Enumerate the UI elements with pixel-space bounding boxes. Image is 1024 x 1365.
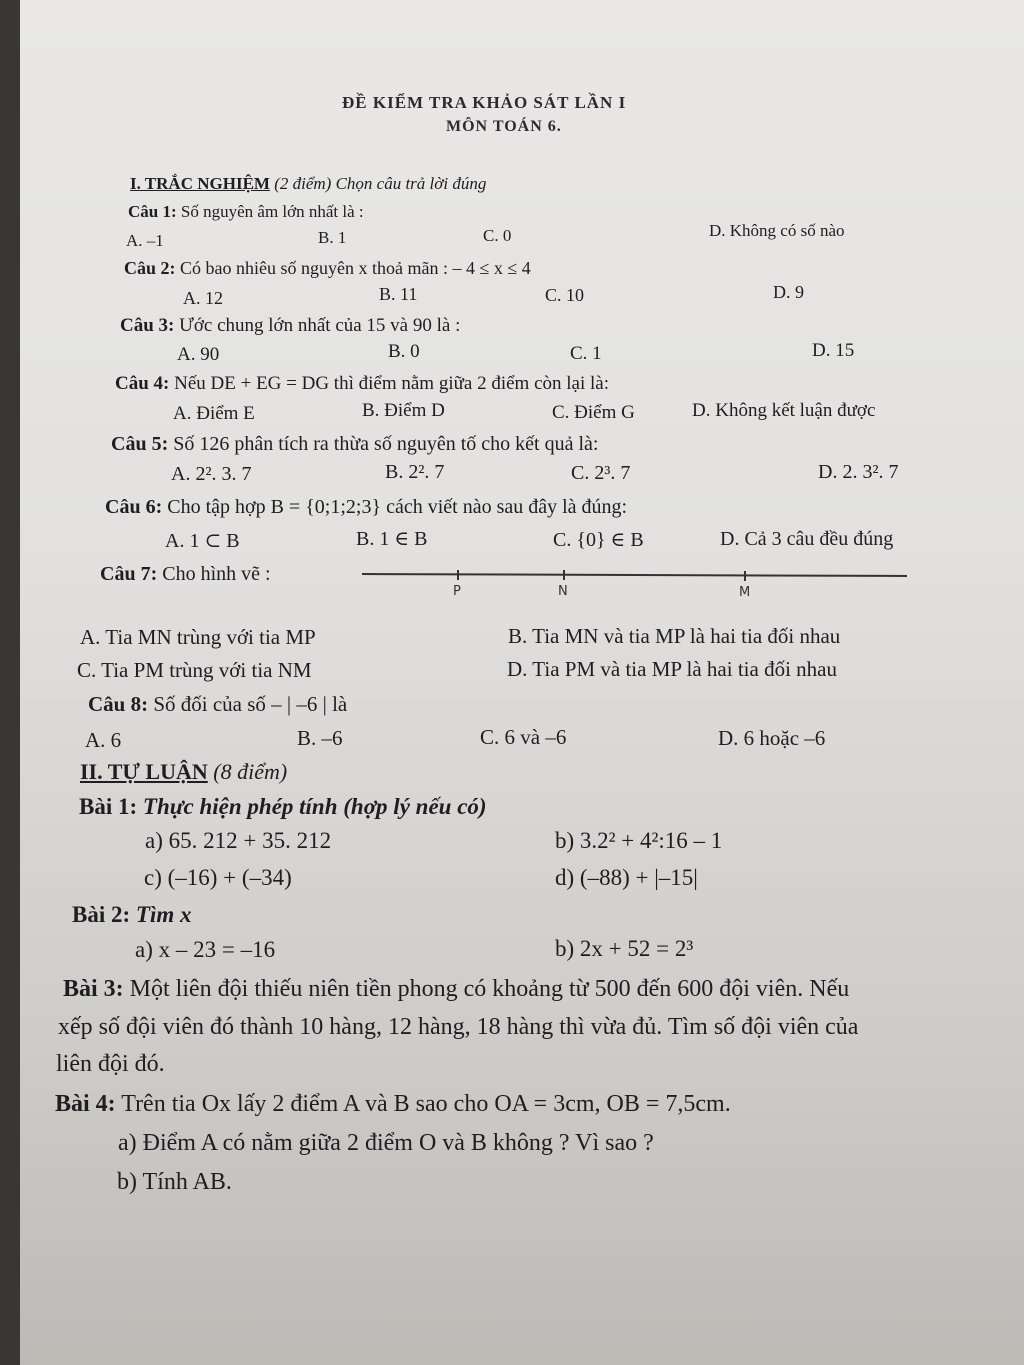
option-c: C. 0: [483, 226, 512, 245]
bai-4: [55, 1092, 731, 1116]
option-c: C. 2³. 7: [571, 462, 631, 484]
point-n-tick: [563, 570, 565, 580]
part2-heading-line: [80, 761, 287, 783]
option-a: A. Tia MN trùng với tia MP: [80, 625, 316, 649]
question-text: Số 126 phân tích ra thừa số nguyên tố cho kết quả là:: [173, 433, 599, 455]
question-8: [88, 694, 347, 715]
question-4: [115, 374, 609, 393]
exam-title: ĐỀ KIỂM TRA KHẢO SÁT LẦN I: [342, 93, 627, 112]
question-label: Câu 3:: [120, 315, 175, 336]
option-b: B. 11: [379, 284, 418, 304]
question-label: Câu 8:: [88, 692, 149, 716]
bai-2: [72, 903, 191, 926]
option-c: C. Tia PM trùng với tia NM: [77, 658, 312, 682]
option-a: A. 2². 3. 7: [171, 463, 252, 485]
part1-heading-line: [130, 175, 486, 192]
point-n-label: N: [558, 584, 568, 599]
option-a: A. Điểm E: [173, 403, 255, 424]
bai-3: [63, 977, 849, 1001]
bai-text: Trên tia Ox lấy 2 điểm A và B sao cho OA = 3cm, OB = 7,5cm.: [121, 1091, 731, 1117]
bai-1: [79, 795, 487, 818]
option-d: D. 9: [773, 282, 804, 302]
bai-text: Thực hiện phép tính (hợp lý nếu có): [142, 794, 487, 819]
option-d: D. Không có số nào: [709, 221, 845, 240]
option-d: D. 15: [812, 340, 855, 361]
question-text: Cho tập hợp B = {0;1;2;3} cách viết nào sau đây là đúng:: [167, 496, 628, 518]
question-text: Số nguyên âm lớn nhất là :: [180, 202, 364, 221]
option-c: C. 6 và –6: [480, 725, 567, 749]
bai1-c: c) (–16) + (–34): [144, 865, 292, 890]
question-text: Số đối của số – | –6 | là: [153, 692, 348, 716]
option-c: C. 1: [570, 343, 602, 364]
point-p-tick: [457, 570, 459, 580]
option-b: B. 1 ∈ B: [356, 528, 428, 550]
question-text: Ước chung lớn nhất của 15 và 90 là :: [179, 315, 461, 336]
question-2: [124, 259, 531, 277]
option-c: C. {0} ∈ B: [553, 529, 644, 551]
bai1-a: a) 65. 212 + 35. 212: [145, 828, 332, 853]
bai3-line3: liên đội đó.: [56, 1051, 165, 1077]
bai1-b: b) 3.2² + 4²:16 – 1: [555, 828, 723, 853]
bai2-b: b) 2x + 52 = 2³: [555, 936, 694, 961]
question-label: Câu 5:: [111, 433, 169, 455]
option-b: B. Tia MN và tia MP là hai tia đối nhau: [508, 624, 841, 648]
point-p-label: P: [453, 584, 461, 599]
option-d: D. 6 hoặc –6: [718, 726, 826, 750]
bai-label: Bài 4:: [55, 1091, 116, 1117]
question-6: [105, 497, 627, 517]
bai3-line2: xếp số đội viên đó thành 10 hàng, 12 hàng, 18 hàng thì vừa đủ. Tìm số đội viên của: [58, 1014, 859, 1040]
bai-label: Bài 3:: [63, 976, 124, 1002]
part1-heading: I. TRẮC NGHIỆM: [130, 174, 270, 193]
question-7: [100, 564, 271, 584]
question-label: Câu 4:: [115, 373, 170, 394]
question-3: [120, 316, 460, 335]
option-a: A. 12: [183, 288, 223, 308]
bai-text: Tìm x: [135, 902, 192, 927]
option-b: B. 2². 7: [385, 461, 445, 483]
bai4-b: b) Tính AB.: [117, 1169, 232, 1195]
question-text: Có bao nhiêu số nguyên x thoả mãn : – 4 ≤ x ≤ 4: [180, 258, 531, 278]
option-b: B. 1: [318, 228, 347, 247]
option-c: C. 10: [545, 285, 585, 305]
option-d: D. 2. 3². 7: [818, 461, 899, 483]
question-text: Cho hình vẽ :: [162, 563, 271, 585]
option-b: B. Điểm D: [362, 400, 445, 421]
bai4-a: a) Điểm A có nằm giữa 2 điểm O và B không ? Vì sao ?: [118, 1130, 654, 1156]
ray-line: [362, 573, 907, 577]
question-label: Câu 2:: [124, 258, 176, 278]
point-m-tick: [744, 571, 746, 581]
question-label: Câu 7:: [100, 563, 158, 585]
option-a: A. 1 ⊂ B: [165, 530, 240, 552]
option-d: D. Tia PM và tia MP là hai tia đối nhau: [507, 657, 837, 681]
question-5: [111, 434, 598, 454]
option-d: D. Không kết luận được: [692, 400, 876, 421]
question-text: Nếu DE + EG = DG thì điểm nằm giữa 2 điểm còn lại là:: [174, 373, 609, 394]
question-label: Câu 1:: [128, 202, 177, 221]
point-m-label: M: [739, 585, 751, 600]
question-1: [128, 203, 364, 220]
option-b: B. –6: [297, 726, 343, 750]
bai1-d: d) (–88) + |–15|: [555, 865, 698, 890]
option-b: B. 0: [388, 341, 420, 362]
option-a: A. –1: [126, 231, 164, 250]
bai2-a: a) x – 23 = –16: [135, 937, 276, 962]
part1-note: (2 điểm) Chọn câu trả lời đúng: [274, 174, 487, 193]
option-a: A. 90: [177, 344, 220, 365]
part2-heading: II. TỰ LUẬN: [80, 759, 208, 784]
question-label: Câu 6:: [105, 496, 163, 518]
bai-text: Một liên đội thiếu niên tiền phong có khoảng từ 500 đến 600 đội viên. Nếu: [129, 976, 850, 1002]
option-d: D. Cả 3 câu đều đúng: [720, 528, 894, 550]
option-a: A. 6: [85, 728, 122, 752]
exam-subject: MÔN TOÁN 6.: [446, 118, 562, 135]
bai-label: Bài 2:: [72, 902, 131, 927]
bai-label: Bài 1:: [79, 794, 138, 819]
part2-note: (8 điểm): [213, 759, 288, 784]
option-c: C. Điểm G: [552, 402, 635, 423]
